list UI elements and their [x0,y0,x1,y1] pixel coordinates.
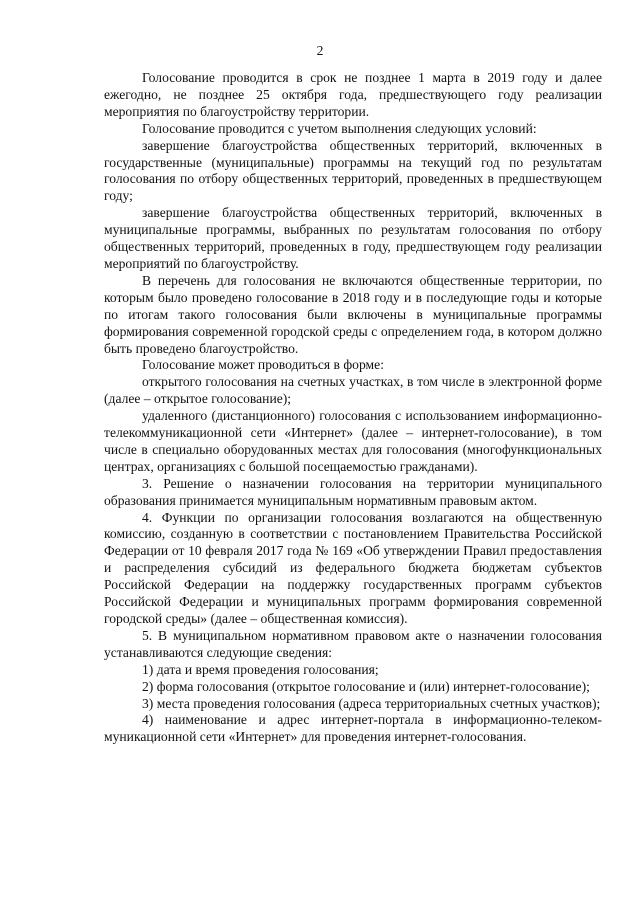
paragraph-voting-conditions: Голосование проводится с учетом выполнения следующих условий: [142,120,537,136]
document-body [104,70,602,746]
paragraph-item-3: 3. Решение о назначении голосования на территории муниципального образования принимается муниципальным нормативным правовым актом. [104,475,602,508]
paragraph-condition-state-programs: завершение благоустройства общественных территорий, включенных в государственные (муниципальные) программы на текущий год по результатам голосования по отбору общественных территорий, проведенных в предшествующем году; [104,137,602,204]
list-item-4: 4) наименование и адрес интернет-портала в информационно-телекоммуникационной сети «Интернет» для проведения интернет-голосования. [104,712,602,745]
paragraph-excluded-territories: В перечень для голосования не включаются общественные территории, по которым было проведено голосование в 2018 году и в последующие годы и которые по итогам такого голосования были включены в муниципальные программы формирования современной городской среды с определением года, в котором должно быть проведено благоустройство. [104,272,602,356]
paragraph-open-voting: открытого голосования на счетных участках, в том числе в электронной форме (далее – открытое голосование); [104,374,602,407]
list-item-1: 1) дата и время проведения голосования; [142,661,379,677]
list-item-3: 3) места проведения голосования (адреса территориальных счетных участков); [142,695,601,711]
paragraph-condition-municipal-programs: завершение благоустройства общественных территорий, включенных в муниципальные программы, выбранных по результатам голосования по отбору общественных территорий, проведенных в году, предшествующем году реализации мероприятий по благоустройству. [104,205,602,271]
page-number: 2 [316,43,324,58]
paragraph-item-5: 5. В муниципальном нормативном правовом акте о назначении голосования устанавливаются следующие сведения: [104,627,602,660]
paragraph-voting-forms: Голосование может проводиться в форме: [142,357,384,373]
list-item-2: 2) форма голосования (открытое голосование и (или) интернет-голосование); [142,678,590,694]
paragraph-voting-deadline: Голосование проводится в срок не позднее 1 марта в 2019 году и далее ежегодно, не позднее 25 октября года, предшествующего году реализации мероприятия по благоустройству территории. [104,70,602,119]
paragraph-item-4: 4. Функции по организации голосования возлагаются на общественную комиссию, созданную в соответствии с постановлением Правительства Российской Федерации от 10 февраля 2017 года № 169 «Об утверждении Правил предоставления и распределения субсидий из федерального бюджета бюджетам субъектов Российской Федерации на поддержку государственных программ субъектов Российской Федерации и муниципальных программ формирования современной городской среды» (далее – общественная комиссия). [104,509,602,626]
paragraph-internet-voting: удаленного (дистанционного) голосования с использованием информационно-телекоммуникационной сети «Интернет» (далее – интернет-голосование), в том числе в специально оборудованных местах для голосования (многофункциональных центрах, организациях с большой посещаемостью гражданами). [104,408,602,474]
